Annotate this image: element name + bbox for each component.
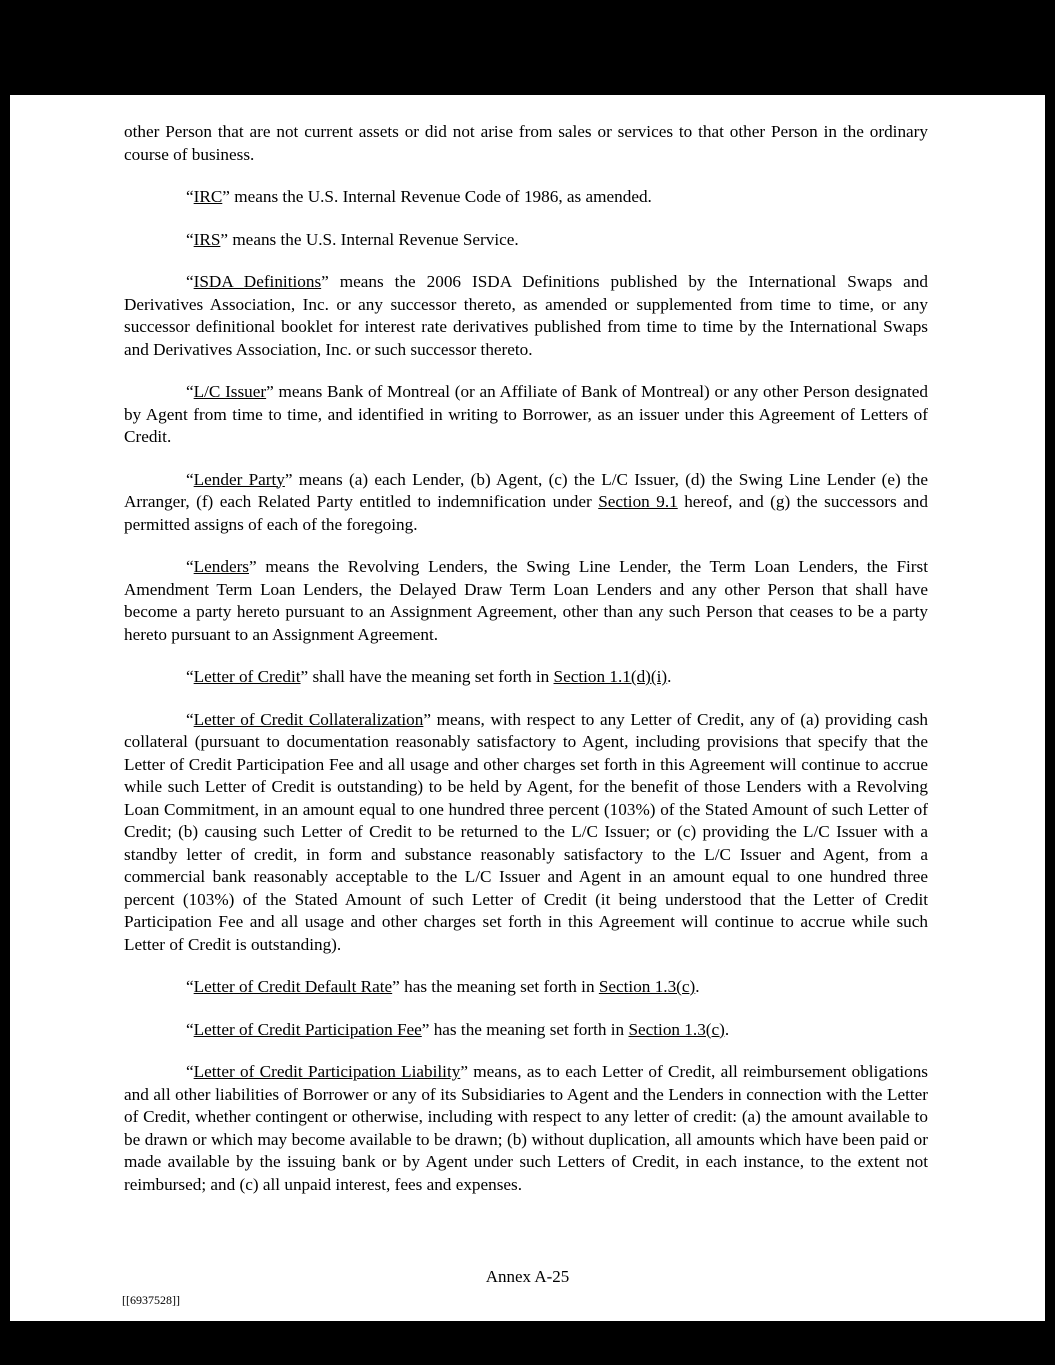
paragraph [124,121,928,166]
text-run: “ [186,557,194,576]
text-run: ” means Bank of Montreal (or an Affiliate of Bank of Montreal) or any other Person designated by Agent from time to time, and identified in writing to Borrower, as an issuer under this Agreement of Letters of Credit. [124,382,928,446]
document-body [124,121,928,1216]
text-run: “ [186,667,194,686]
text-run: ” means the Revolving Lenders, the Swing Line Lender, the Term Loan Lenders, the First Amendment Term Loan Lenders, the Delayed Draw Term Loan Lenders and any other Person that shall have become a party hereto pursuant to an Assignment Agreement, other than any such Person that ceases to be a party hereto pursuant to an Assignment Agreement. [124,557,928,644]
paragraph [124,271,928,361]
text-run: “ [186,229,194,249]
text-run: ” means the 2006 ISDA Definitions published by the International Swaps and Derivatives Association, Inc. or any successor thereto, as amended or supplemented from time to time, or any successor definitional booklet for interest rate derivatives published from time to time by the International Swaps and Derivatives Association, Inc. or such successor thereto. [124,272,929,359]
text-run: ” means the U.S. Internal Revenue Service. [220,229,519,249]
text-run: “ [186,187,194,206]
defined-term: Letter of Credit [193,667,301,686]
page-footer-annex: Annex A-25 [485,1267,570,1286]
defined-term: IRS [193,229,221,249]
defined-term: Lender Party [193,469,285,489]
text-run: . [695,977,700,996]
text-run: hereof, and (g) the successors and permitted assigns of each of the foregoing. [124,492,928,534]
defined-term: Letter of Credit Participation Fee [193,1019,422,1039]
paragraph [124,709,928,957]
text-run: “ [186,382,194,401]
defined-term: IRC [193,187,223,206]
text-run: “ [186,977,194,996]
paragraph [124,1019,928,1042]
paragraph [124,186,928,209]
text-run: “ [186,469,194,489]
text-run: “ [186,272,194,291]
defined-term: ISDA Definitions [193,272,322,291]
paragraph [124,556,928,646]
text-run: “ [186,1062,194,1081]
text-run: “ [186,1019,194,1039]
text-run: ” means the U.S. Internal Revenue Code of 1986, as amended. [222,187,652,206]
defined-term: Section 1.3(c) [598,977,696,996]
defined-term: Letter of Credit Participation Liability [193,1062,461,1081]
paragraph [124,469,928,537]
text-run: ” has the meaning set forth in [421,1019,629,1039]
paragraph [124,1061,928,1196]
document-control-number: [[6937528]] [122,1293,180,1307]
paragraph [124,666,928,689]
defined-term: Section 9.1 [598,492,678,511]
paragraph [124,976,928,999]
defined-term: L/C Issuer [193,382,267,401]
text-run: ” means (a) each Lender, (b) Agent, (c) the L/C Issuer, (d) the Swing Line Lender (e) the Arranger, (f) each Related Party entitled to indemnification under [124,469,929,511]
text-run: “ [186,709,194,729]
paragraph [124,229,928,252]
paragraph [124,381,928,449]
text-run: ” means, as to each Letter of Credit, all reimbursement obligations and all other liabilities of Borrower or any of its Subsidiaries to Agent and the Lenders in connection with the Letter of Credit, whether contingent or otherwise, including with respect to any letter of credit: (a) the amount available to be drawn or which may become available to be drawn; (b) without duplication, all amounts which have been paid or made available by the issuing bank or by Agent under such Letters of Credit, in each instance, to the extent not reimbursed; and (c) all unpaid interest, fees and expenses. [124,1062,928,1194]
defined-term: Letter of Credit Collateralization [193,709,424,729]
defined-term: Section 1.3(c) [628,1019,725,1039]
defined-term: Section 1.1(d)(i) [553,667,668,686]
text-run: ” has the meaning set forth in [392,977,599,996]
document-page [10,95,1045,1321]
text-run: . [667,667,672,686]
defined-term: Lenders [193,557,249,576]
text-run: other Person that are not current assets or did not arise from sales or services to that other Person in the ordinary course of business. [124,122,928,164]
text-run: . [724,1019,730,1039]
defined-term: Letter of Credit Default Rate [193,977,393,996]
text-run: ” means, with respect to any Letter of Credit, any of (a) providing cash collateral (pursuant to documentation reasonably satisfactory to Agent, including provisions that specify that the Letter of Credit Participation Fee and all usage and other charges set forth in this Agreement will continue to accrue while such Letter of Credit is outstanding) to be held by Agent, for the benefit of those Lenders with a Revolving Loan Commitment, in an amount equal to one hundred three percent (103%) of the Stated Amount of such Letter of Credit; (b) causing such Letter of Credit to be returned to the L/C Issuer; or (c) providing the L/C Issuer with a standby letter of credit, in form and substance reasonably satisfactory to the L/C Issuer and Agent, from a commercial bank reasonably acceptable to the L/C Issuer and Agent in an amount equal to one hundred three percent (103%) of the Stated Amount of such Letter of Credit (it being understood that the Letter of Credit Participation Fee and all usage and other charges set forth in this Agreement will continue to accrue while such Letter of Credit is outstanding). [124,709,928,954]
text-run: ” shall have the meaning set forth in [300,667,554,686]
